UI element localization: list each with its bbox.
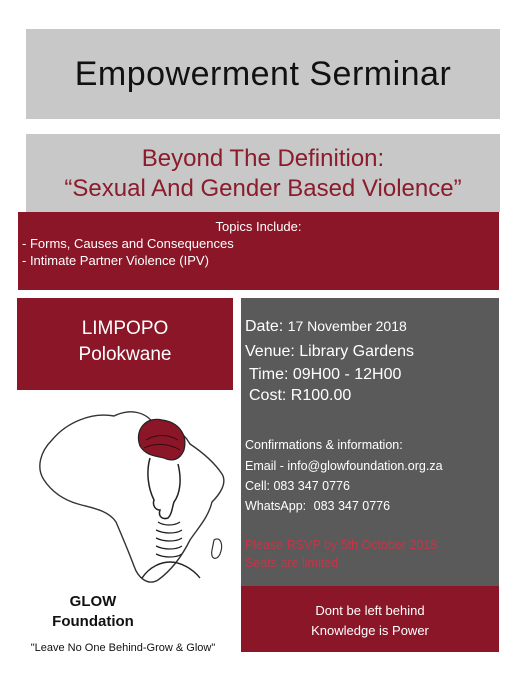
africa-woman-illustration — [22, 400, 236, 596]
africa-map-outline — [40, 412, 224, 582]
rsvp-line-2: Seats are limited — [245, 556, 339, 570]
footer-box — [241, 586, 499, 652]
date-value: 17 November 2018 — [287, 318, 407, 334]
face-profile — [148, 458, 180, 519]
whatsapp-label: WhatsApp: — [245, 499, 307, 513]
organization-name-line-2: Foundation — [52, 613, 134, 630]
footer-line-2: Knowledge is Power — [311, 623, 429, 638]
title-banner — [26, 29, 500, 119]
whatsapp-value: 083 347 0776 — [313, 499, 391, 513]
organization-name — [38, 592, 148, 632]
date-row — [245, 318, 407, 336]
location-box — [17, 298, 233, 390]
contact-whatsapp — [245, 499, 390, 513]
neck-rings — [156, 522, 182, 557]
topics-box — [18, 212, 499, 290]
poster-title: Empowerment Serminar — [74, 54, 452, 93]
rsvp-line-1: Please RSVP by 5th October 2018 — [245, 538, 438, 552]
subtitle-line-2: “Sexual And Gender Based Violence” — [64, 175, 462, 202]
date-label: Date: — [245, 318, 284, 335]
venue-value: Library Gardens — [299, 343, 414, 360]
footer-line-1: Dont be left behind — [315, 603, 425, 618]
subtitle-banner — [26, 134, 500, 212]
venue-label: Venue: — [245, 343, 295, 360]
time-value: 09H00 - 12H00 — [292, 366, 402, 383]
contact-heading: Confirmations & information: — [245, 438, 403, 452]
venue-row — [245, 343, 414, 361]
contact-cell: Cell: 083 347 0776 — [245, 479, 350, 493]
location-province: LIMPOPO — [81, 318, 169, 339]
time-row — [249, 366, 401, 384]
shoulders — [142, 562, 200, 578]
cost-row — [249, 387, 351, 405]
madagascar-outline — [212, 539, 222, 558]
time-label: Time: — [249, 366, 289, 383]
topic-item: - Intimate Partner Violence (IPV) — [22, 253, 209, 268]
organization-name-line-1: GLOW — [69, 593, 117, 610]
topic-item: - Forms, Causes and Consequences — [22, 236, 234, 251]
subtitle-line-1: Beyond The Definition: — [141, 145, 385, 172]
location-city: Polokwane — [78, 344, 172, 365]
cost-value: R100.00 — [290, 387, 352, 404]
organization-tagline: "Leave No One Behind-Grow & Glow" — [30, 642, 216, 654]
cost-label: Cost: — [249, 387, 287, 404]
topics-heading: Topics Include: — [215, 219, 302, 234]
contact-email: Email - info@glowfoundation.org.za — [245, 459, 443, 473]
